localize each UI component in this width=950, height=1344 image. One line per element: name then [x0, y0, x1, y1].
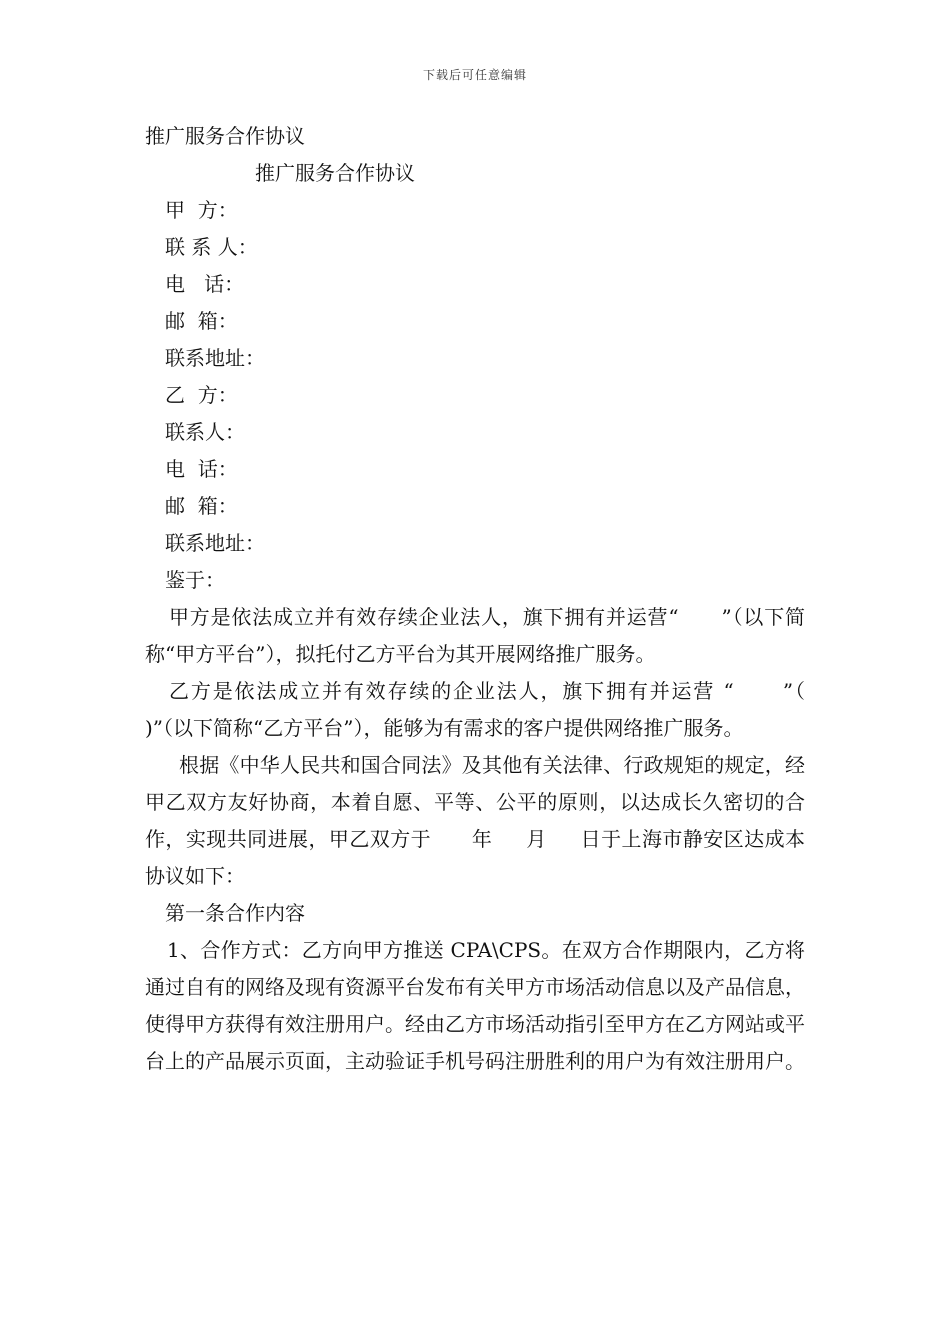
- document-body: [145, 118, 844, 1080]
- article-1-title: 第一条合作内容: [165, 901, 305, 925]
- party-a-contact-label: 联 系 人：: [165, 235, 258, 259]
- party-a-name-label: 甲 方：: [165, 198, 238, 222]
- paragraph-party-b: 乙方是依法成立并有效存续的企业法人，旗下拥有并运营 “ ”（ )”（以下简称“乙方平台”），能够为有需求的客户提供网络推广服务。: [145, 679, 844, 740]
- whereas-label: 鉴于：: [165, 568, 225, 592]
- party-b-contact-label: 联系人：: [165, 420, 245, 444]
- paragraph-party-a: 甲方是依法成立并有效存续企业法人，旗下拥有并运营“ ”（以下简称“甲方平台”），拟托付乙方平台为其开展网络推广服务。: [145, 605, 805, 666]
- paragraph-basis: 根据《中华人民共和国合同法》及其他有关法律、行政规矩的规定，经甲乙双方友好协商，本着自愿、平等、公平的原则，以达成长久密切的合作，实现共同进展，甲乙双方于 年 月 日于上海市静安区达成本协议如下：: [145, 753, 805, 888]
- article-1-item-1: 1、合作方式：乙方向甲方推送 CPA\CPS。在双方合作期限内，乙方将通过自有的网络及现有资源平台发布有关甲方市场活动信息以及产品信息，使得甲方获得有效注册用户。经由乙方市场活动指引至甲方在乙方网站或平台上的产品展示页面，主动验证手机号码注册胜利的用户为有效注册用户。: [145, 938, 805, 1073]
- party-a-phone-label: 电 话：: [165, 272, 245, 296]
- header-note: 下载后可任意编辑: [422, 68, 527, 82]
- doc-subtitle: 推广服务合作协议: [255, 161, 415, 185]
- party-a-address-label: 联系地址：: [165, 346, 265, 370]
- party-a-email-label: 邮 箱：: [165, 309, 238, 333]
- party-b-name-label: 乙 方：: [165, 383, 238, 407]
- party-b-email-label: 邮 箱：: [165, 494, 238, 518]
- doc-title: 推广服务合作协议: [145, 124, 305, 148]
- party-b-address-label: 联系地址：: [165, 531, 265, 555]
- party-b-phone-label: 电 话：: [165, 457, 238, 481]
